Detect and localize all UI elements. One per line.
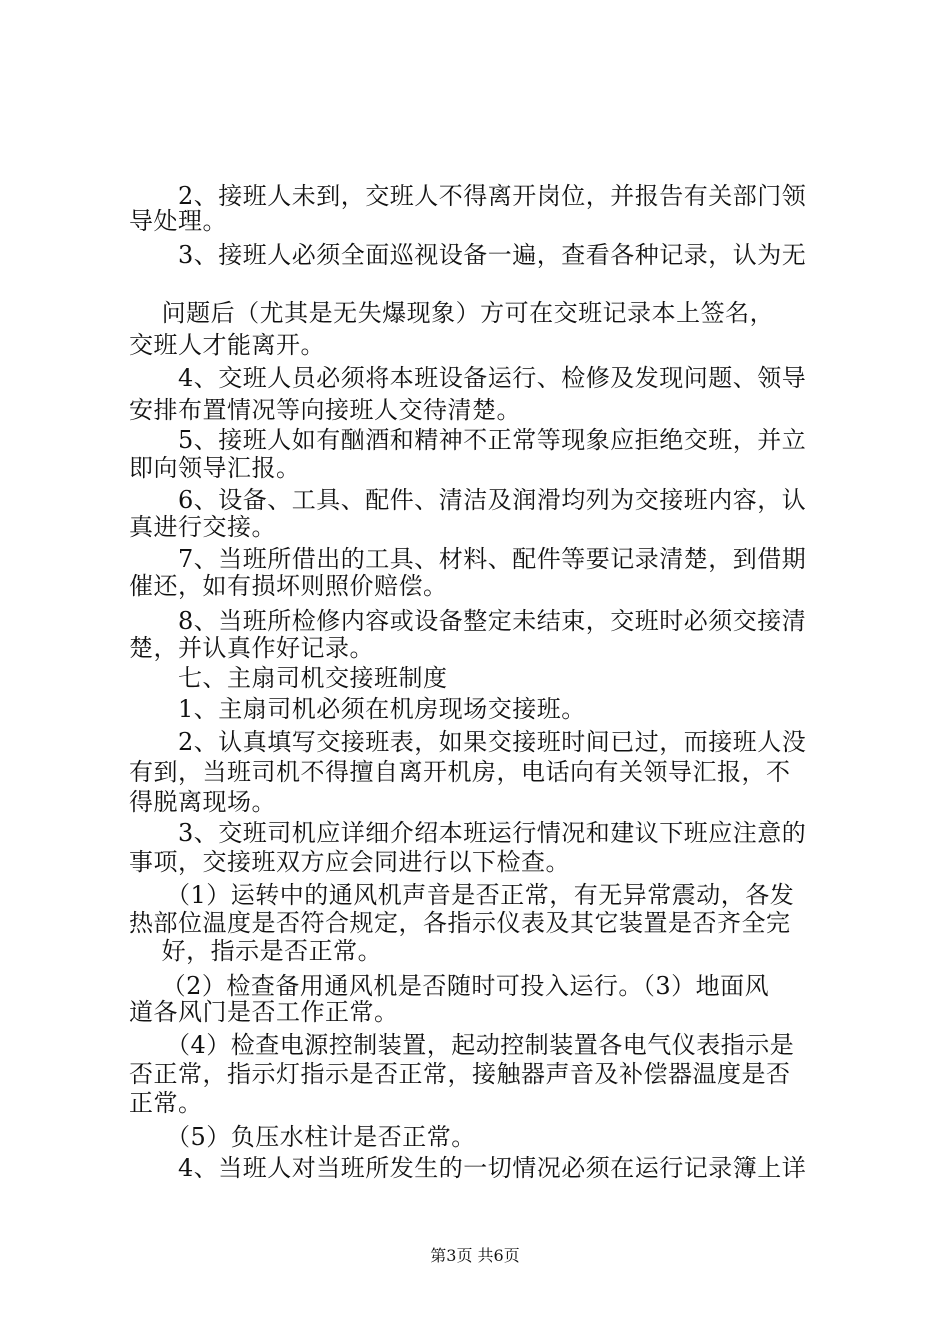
text-line: 有到，当班司机不得擅自离开机房，电话向有关领导汇报，不 bbox=[129, 758, 791, 786]
text-line: 得脱离现场。 bbox=[129, 788, 276, 816]
text-line: 2、认真填写交接班表，如果交接班时间已过，而接班人没 bbox=[129, 728, 807, 756]
text-line: 4、当班人对当班所发生的一切情况必须在运行记录簿上详 bbox=[129, 1154, 807, 1182]
text-line: 7、当班所借出的工具、材料、配件等要记录清楚，到借期 bbox=[129, 545, 807, 573]
text-line: 4、交班人员必须将本班设备运行、检修及发现问题、领导 bbox=[129, 364, 807, 392]
text-line: 催还，如有损坏则照价赔偿。 bbox=[129, 572, 448, 600]
page-number-footer: 第3页 共6页 bbox=[430, 1246, 520, 1265]
text-line: 2、接班人未到，交班人不得离开岗位，并报告有关部门领 bbox=[129, 182, 807, 210]
text-line: 3、接班人必须全面巡视设备一遍，查看各种记录，认为无 bbox=[129, 241, 807, 269]
text-line: 道各风门是否工作正常。 bbox=[129, 998, 399, 1026]
text-line: （5）负压水柱计是否正常。 bbox=[129, 1123, 476, 1151]
text-line: 真进行交接。 bbox=[129, 513, 276, 541]
text-line: 热部位温度是否符合规定，各指示仪表及其它装置是否齐全完 bbox=[129, 909, 791, 937]
text-line: 1、主扇司机必须在机房现场交接班。 bbox=[129, 695, 586, 723]
text-line: 楚，并认真作好记录。 bbox=[129, 634, 374, 662]
text-line: 事项，交接班双方应会同进行以下检查。 bbox=[129, 848, 570, 876]
text-line: 正常。 bbox=[129, 1089, 203, 1117]
text-line: 8、当班所检修内容或设备整定未结束，交班时必须交接清 bbox=[129, 607, 807, 635]
text-line: 5、接班人如有酗酒和精神不正常等现象应拒绝交班，并立 bbox=[129, 426, 807, 454]
text-line: 问题后（尤其是无失爆现象）方可在交班记录本上签名， bbox=[129, 299, 775, 327]
text-line: 3、交班司机应详细介绍本班运行情况和建议下班应注意的 bbox=[129, 819, 807, 847]
text-line: 好，指示是否正常。 bbox=[129, 937, 383, 965]
text-line: 交班人才能离开。 bbox=[129, 331, 325, 359]
text-line: 导处理。 bbox=[129, 207, 227, 235]
text-line: 即向领导汇报。 bbox=[129, 454, 301, 482]
text-line: （4）检查电源控制装置，起动控制装置各电气仪表指示是 bbox=[129, 1031, 795, 1059]
text-line: （2）检查备用通风机是否随时可投入运行。（3）地面风 bbox=[129, 972, 770, 1000]
text-line: 安排布置情况等向接班人交待清楚。 bbox=[129, 396, 521, 424]
text-line: 6、设备、工具、配件、清洁及润滑均列为交接班内容，认 bbox=[129, 486, 807, 514]
text-line: 否正常，指示灯指示是否正常，接触器声音及补偿器温度是否 bbox=[129, 1060, 791, 1088]
section-heading: 七、主扇司机交接班制度 bbox=[129, 664, 448, 692]
text-line: （1）运转中的通风机声音是否正常，有无异常震动，各发 bbox=[129, 881, 795, 909]
